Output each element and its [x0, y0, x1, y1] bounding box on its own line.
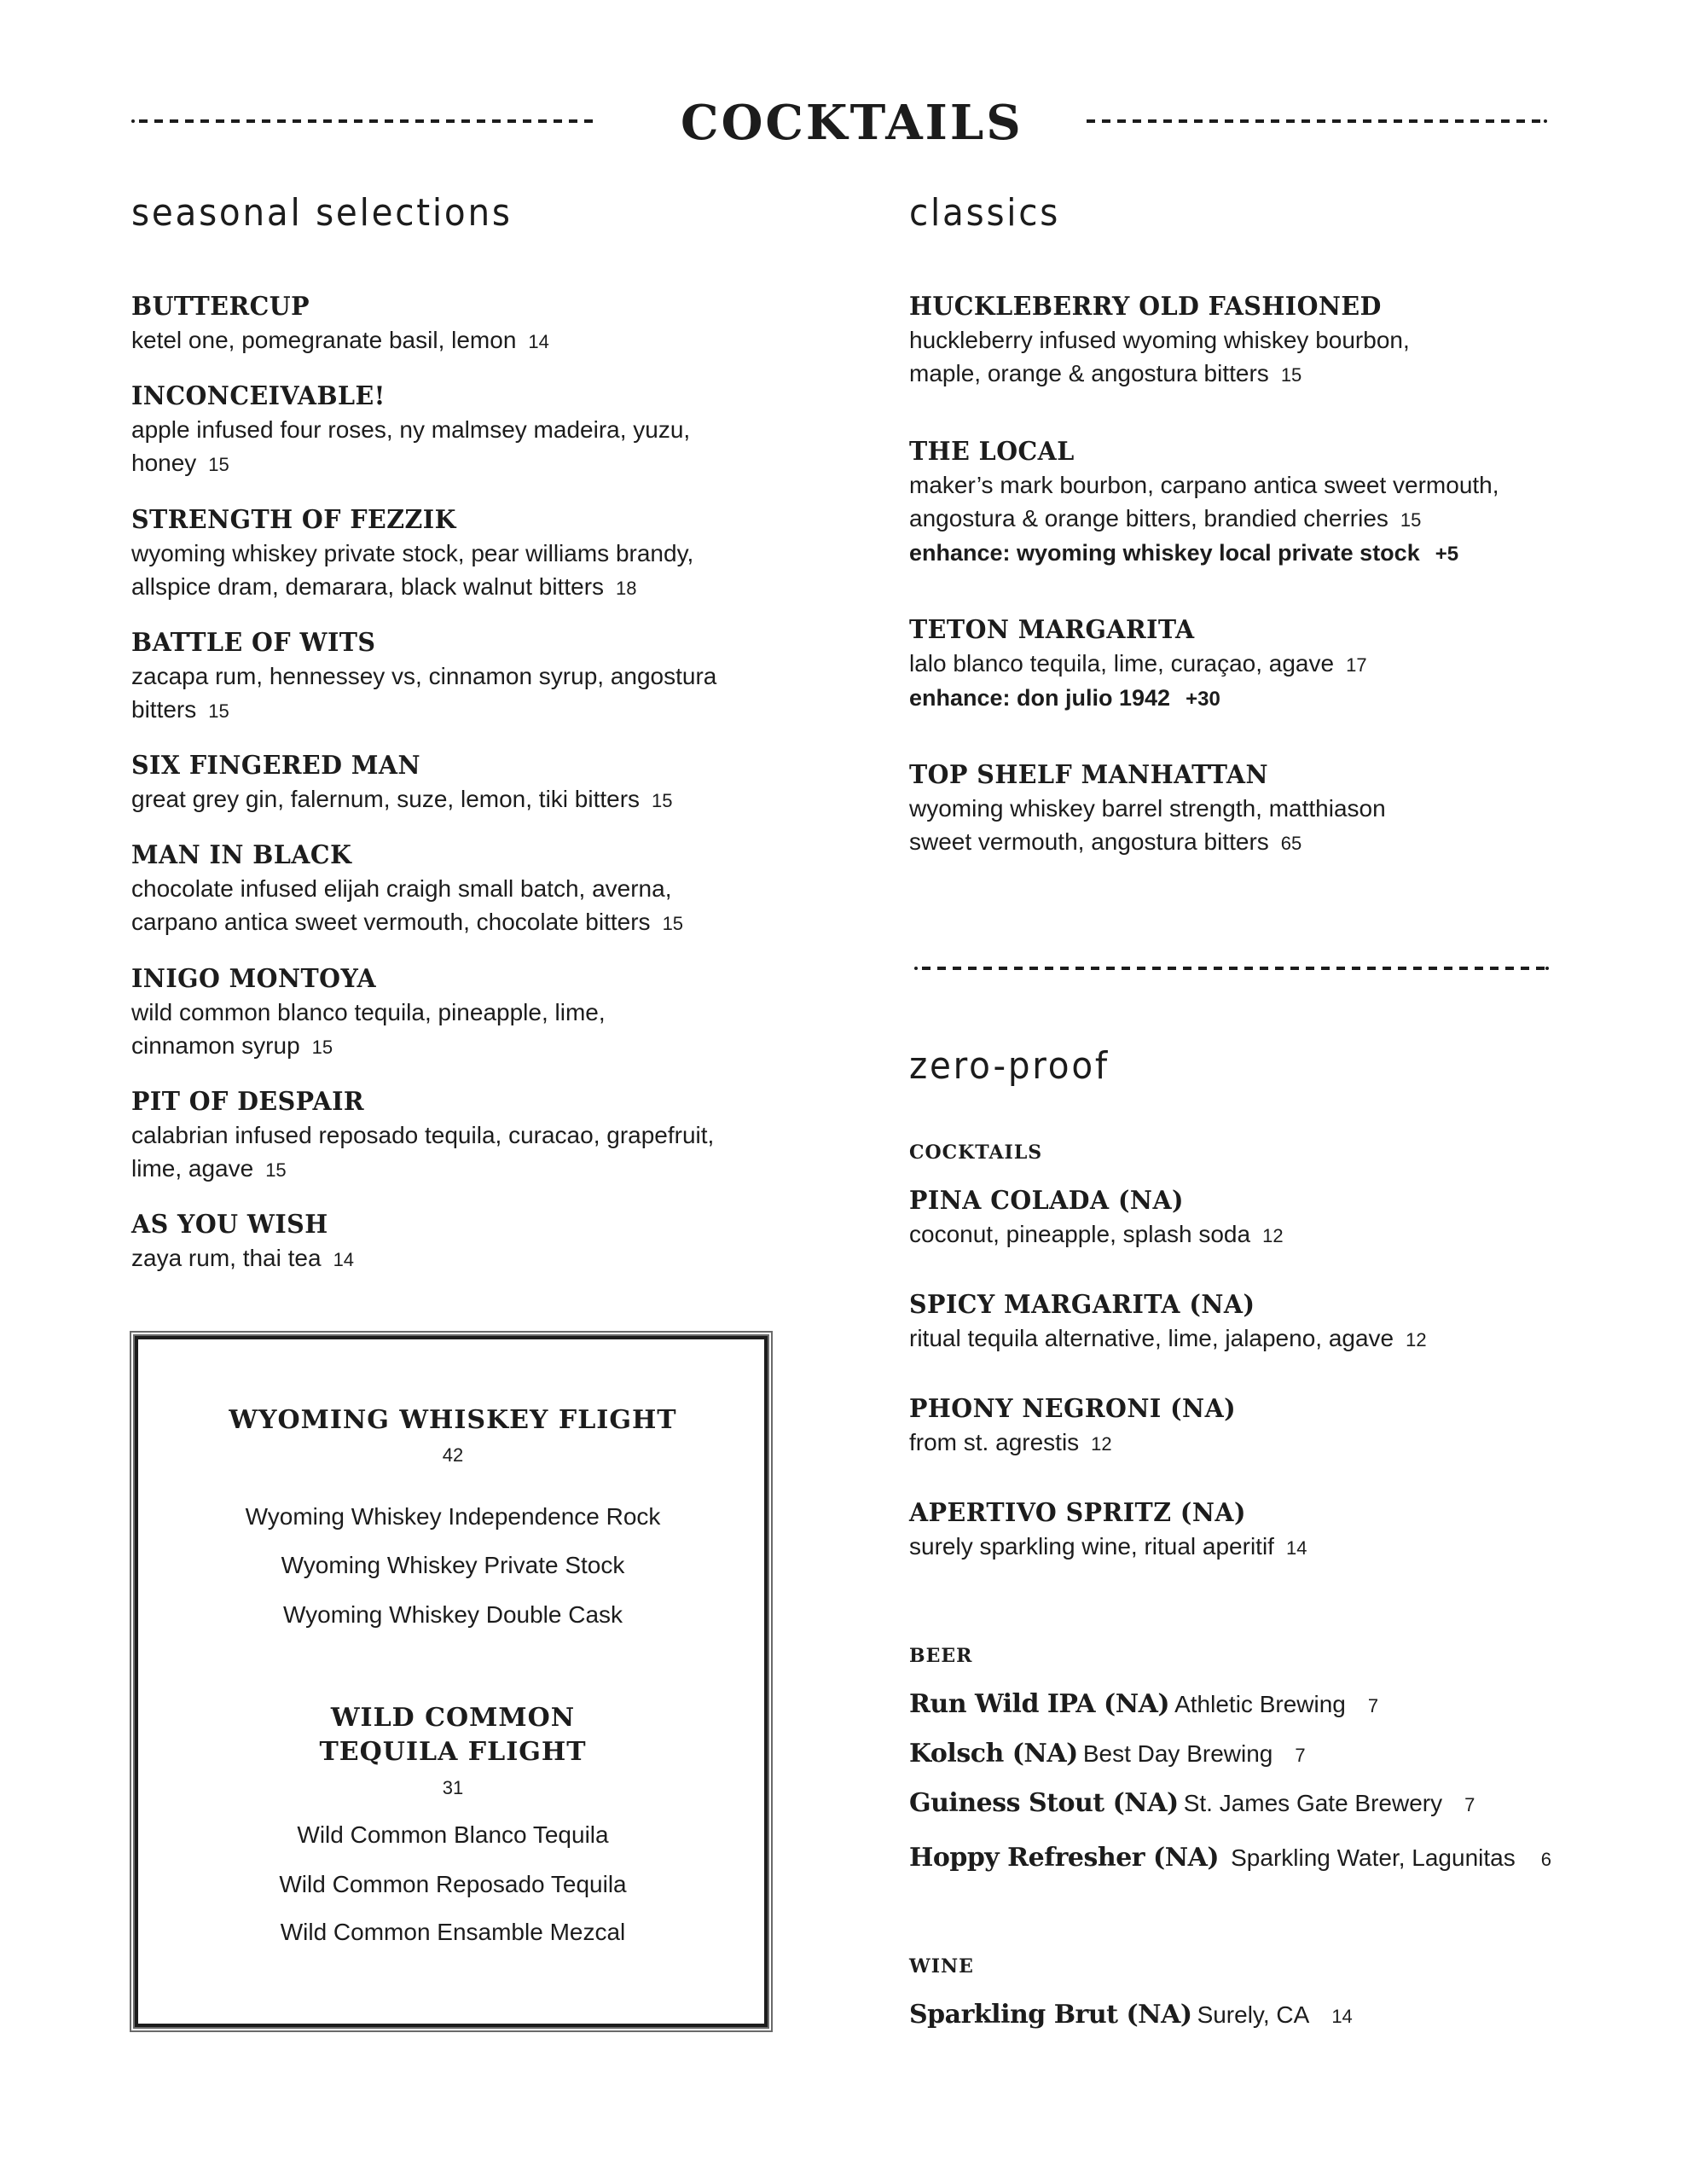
- beverage-name: Run Wild IPA (NA): [909, 1689, 1170, 1719]
- menu-item-description-text: wyoming whiskey barrel strength, matthiason: [909, 795, 1386, 822]
- menu-item-price: 12: [1262, 1225, 1284, 1246]
- menu-item-name: APERTIVO SPRITZ (NA): [909, 1498, 1246, 1528]
- menu-item-description: [131, 1118, 780, 1152]
- menu-item-description-text: wyoming whiskey private stock, pear williams brandy,: [131, 540, 694, 566]
- menu-item-description-text: bitters: [131, 696, 197, 723]
- flight-item: Wyoming Whiskey Private Stock: [281, 1552, 625, 1578]
- menu-item-name: AS YOU WISH: [131, 1210, 328, 1240]
- flight-price: 42: [442, 1444, 464, 1466]
- menu-item-description-text: maker’s mark bourbon, carpano antica sweet vermouth,: [909, 472, 1499, 498]
- flight-title: TEQUILA FLIGHT: [319, 1737, 587, 1767]
- beverage-name: Kolsch (NA): [909, 1739, 1078, 1769]
- menu-item-name: SIX FINGERED MAN: [131, 751, 420, 781]
- beverage-price: 7: [1367, 1695, 1379, 1716]
- menu-item: [131, 963, 780, 1064]
- menu-item-name: STRENGTH OF FEZZIK: [131, 505, 456, 535]
- menu-item-enhance: [909, 682, 1557, 716]
- beverage-maker: Best Day Brewing: [1082, 1740, 1273, 1767]
- beverage-maker: St. James Gate Brewery: [1183, 1790, 1443, 1816]
- menu-item-price: 14: [333, 1249, 355, 1270]
- header-divider-left-dot: [131, 119, 135, 123]
- menu-item-description: [909, 1321, 1557, 1356]
- menu-item-description-text: sweet vermouth, angostura bitters: [909, 828, 1269, 855]
- flight-title: WILD COMMON: [330, 1703, 576, 1733]
- zero-proof-divider: [922, 967, 1545, 970]
- menu-item-price: 14: [528, 331, 549, 352]
- menu-item-description-text: ketel one, pomegranate basil, lemon: [131, 327, 517, 353]
- menu-item-description: [909, 1426, 1557, 1461]
- menu-item-description-text: ritual tequila alternative, lime, jalapeno, agave: [909, 1325, 1394, 1351]
- menu-item: [131, 627, 780, 728]
- beverage-name: Hoppy Refresher (NA): [909, 1843, 1220, 1873]
- flight-item: Wild Common Blanco Tequila: [297, 1821, 609, 1848]
- menu-item-description: [909, 792, 1557, 825]
- menu-item-description-text: zacapa rum, hennessey vs, cinnamon syrup, angostura: [131, 663, 717, 689]
- menu-item-enhance-text: enhance: wyoming whiskey local private stock: [909, 540, 1420, 566]
- menu-item-description-text: chocolate infused elijah craigh small batch, averna,: [131, 875, 672, 902]
- header-divider-right: [1087, 119, 1540, 123]
- menu-item: [909, 1185, 1557, 1252]
- menu-item-description: [131, 872, 780, 905]
- menu-item-description: [131, 905, 780, 940]
- menu-item-description-text: apple infused four roses, ny malmsey madeira, yuzu,: [131, 416, 691, 443]
- beverage-row: [909, 1687, 1378, 1726]
- menu-item-enhance-text: enhance: don julio 1942: [909, 685, 1171, 711]
- menu-item-name: INCONCEIVABLE!: [131, 381, 386, 411]
- menu-item-description: [909, 825, 1557, 860]
- flight-title: WYOMING WHISKEY FLIGHT: [229, 1405, 677, 1435]
- menu-item-description-text: great grey gin, falernum, suze, lemon, tiki bitters: [131, 786, 641, 812]
- menu-item: [909, 1289, 1557, 1356]
- menu-item-description-text: lime, agave: [131, 1155, 254, 1182]
- menu-item-description-text: from st. agrestis: [909, 1429, 1080, 1455]
- menu-item-description: [131, 570, 780, 605]
- menu-item-price: 18: [616, 578, 637, 599]
- page-title: COCKTAILS: [681, 95, 1023, 151]
- menu-item: [131, 839, 780, 940]
- menu-item: [131, 504, 780, 605]
- flight-item: Wyoming Whiskey Independence Rock: [245, 1503, 661, 1530]
- menu-item-description-text: zaya rum, thai tea: [131, 1245, 322, 1271]
- menu-item-price: 17: [1346, 654, 1367, 676]
- menu-item-description: [131, 446, 780, 481]
- menu-item: [909, 614, 1557, 716]
- menu-item-description-text: coconut, pineapple, splash soda: [909, 1221, 1251, 1247]
- menu-item-description-text: angostura & orange bitters, brandied cherries: [909, 505, 1388, 531]
- beverage-maker: Sparkling Water, Lagunitas: [1231, 1844, 1516, 1871]
- menu-item-name: INIGO MONTOYA: [131, 964, 377, 994]
- menu-item-description: [131, 782, 780, 817]
- menu-item-description: [909, 468, 1557, 502]
- beverage-row: [909, 1998, 1353, 2036]
- menu-item-description: [131, 1029, 780, 1064]
- flight-item: Wyoming Whiskey Double Cask: [282, 1601, 623, 1628]
- menu-item-enhance-price: +5: [1435, 543, 1459, 566]
- flight-item: Wild Common Reposado Tequila: [279, 1871, 627, 1897]
- menu-item-description: [131, 1152, 780, 1187]
- menu-item-price: 15: [1400, 509, 1422, 531]
- menu-item-price: 15: [1280, 364, 1302, 386]
- beer-label: BEER: [909, 1645, 973, 1667]
- menu-item-name: PIT OF DESPAIR: [131, 1087, 365, 1117]
- zero-proof-divider-left-dot: [914, 967, 918, 970]
- menu-item-description: [131, 693, 780, 728]
- menu-item-description: [909, 357, 1557, 392]
- zero-proof-cocktails-label: COCKTAILS: [909, 1141, 1043, 1164]
- menu-item-description: [131, 413, 780, 446]
- menu-item: [131, 1086, 780, 1187]
- menu-item-name: THE LOCAL: [909, 437, 1075, 467]
- menu-item-description: [909, 1530, 1557, 1565]
- menu-item: [131, 750, 780, 817]
- menu-item-description: [909, 323, 1557, 357]
- menu-item: [131, 291, 780, 358]
- menu-item-name: SPICY MARGARITA (NA): [909, 1290, 1255, 1320]
- menu-item-name: MAN IN BLACK: [131, 840, 352, 870]
- section-heading-seasonal: seasonal selections: [131, 191, 513, 235]
- section-heading-zero-proof: zero-proof: [909, 1044, 1110, 1088]
- menu-item-name: PINA COLADA (NA): [909, 1186, 1184, 1216]
- menu-item-description-text: allspice dram, demarara, black walnut bitters: [131, 573, 605, 600]
- wine-label: WINE: [909, 1955, 974, 1978]
- menu-item: [131, 1209, 780, 1276]
- menu-item-name: PHONY NEGRONI (NA): [909, 1394, 1237, 1424]
- menu-item-description-text: calabrian infused reposado tequila, curacao, grapefruit,: [131, 1122, 715, 1148]
- menu-item: [131, 380, 780, 481]
- beverage-maker: Athletic Brewing: [1174, 1691, 1346, 1717]
- menu-item-name: TOP SHELF MANHATTAN: [909, 760, 1269, 790]
- menu-item: [909, 291, 1557, 392]
- menu-item-price: 15: [311, 1037, 333, 1058]
- menu-item-price: 12: [1406, 1329, 1427, 1350]
- menu-item-description-text: maple, orange & angostura bitters: [909, 360, 1269, 386]
- menu-item-price: 15: [265, 1159, 287, 1181]
- beverage-row: [909, 1841, 1551, 1879]
- menu-item-price: 14: [1285, 1537, 1307, 1559]
- menu-item-description: [909, 502, 1557, 537]
- menu-item-name: TETON MARGARITA: [909, 615, 1195, 645]
- menu-item-name: BUTTERCUP: [131, 292, 310, 322]
- menu-item-name: BATTLE OF WITS: [131, 628, 376, 658]
- menu-item: [909, 1497, 1557, 1565]
- menu-item-name: HUCKLEBERRY OLD FASHIONED: [909, 292, 1382, 322]
- menu-item-enhance: [909, 537, 1557, 571]
- menu-item-enhance-price: +30: [1186, 688, 1220, 711]
- menu-item: [909, 436, 1557, 571]
- menu-item-description-text: surely sparkling wine, ritual aperitif: [909, 1533, 1274, 1560]
- menu-item-price: 12: [1091, 1433, 1112, 1455]
- beverage-name: Sparkling Brut (NA): [909, 2000, 1192, 2030]
- menu-item-description-text: wild common blanco tequila, pineapple, lime,: [131, 999, 606, 1025]
- beverage-price: 6: [1540, 1849, 1551, 1870]
- menu-item-description: [131, 1241, 780, 1276]
- flight-item: Wild Common Ensamble Mezcal: [280, 1919, 626, 1945]
- zero-proof-divider-right-dot: [1545, 967, 1549, 970]
- flights-box: [130, 1331, 773, 2032]
- beverage-row: [909, 1737, 1306, 1775]
- menu-item-price: 15: [208, 700, 229, 722]
- menu-item-description: [131, 323, 780, 358]
- menu-item: [909, 1393, 1557, 1461]
- menu-item-description: [909, 647, 1557, 682]
- menu-item-description-text: cinnamon syrup: [131, 1032, 300, 1059]
- menu-item-description: [909, 1217, 1557, 1252]
- section-heading-classics: classics: [909, 191, 1061, 235]
- header-divider-right-dot: [1544, 119, 1547, 123]
- menu-item-description: [131, 996, 780, 1029]
- beverage-row: [909, 1786, 1475, 1825]
- menu-item-description-text: carpano antica sweet vermouth, chocolate bitters: [131, 909, 651, 935]
- beverage-price: 7: [1464, 1794, 1475, 1815]
- menu-item-price: 15: [652, 790, 673, 811]
- menu-item-description-text: honey: [131, 450, 197, 476]
- menu-item: [909, 759, 1557, 860]
- header-divider-left: [139, 119, 593, 123]
- menu-item-price: 65: [1280, 833, 1302, 854]
- flight-price: 31: [442, 1777, 464, 1798]
- menu-item-description-text: lalo blanco tequila, lime, curaçao, agave: [909, 650, 1335, 677]
- beverage-price: 14: [1331, 2006, 1353, 2027]
- beverage-maker: Surely, CA: [1197, 2001, 1310, 2028]
- menu-item-description: [131, 659, 780, 693]
- menu-item-description-text: huckleberry infused wyoming whiskey bourbon,: [909, 327, 1410, 353]
- menu-item-price: 15: [662, 913, 684, 934]
- beverage-name: Guiness Stout (NA): [909, 1788, 1179, 1818]
- menu-item-price: 15: [208, 454, 229, 475]
- menu-item-description: [131, 537, 780, 570]
- beverage-price: 7: [1295, 1745, 1306, 1766]
